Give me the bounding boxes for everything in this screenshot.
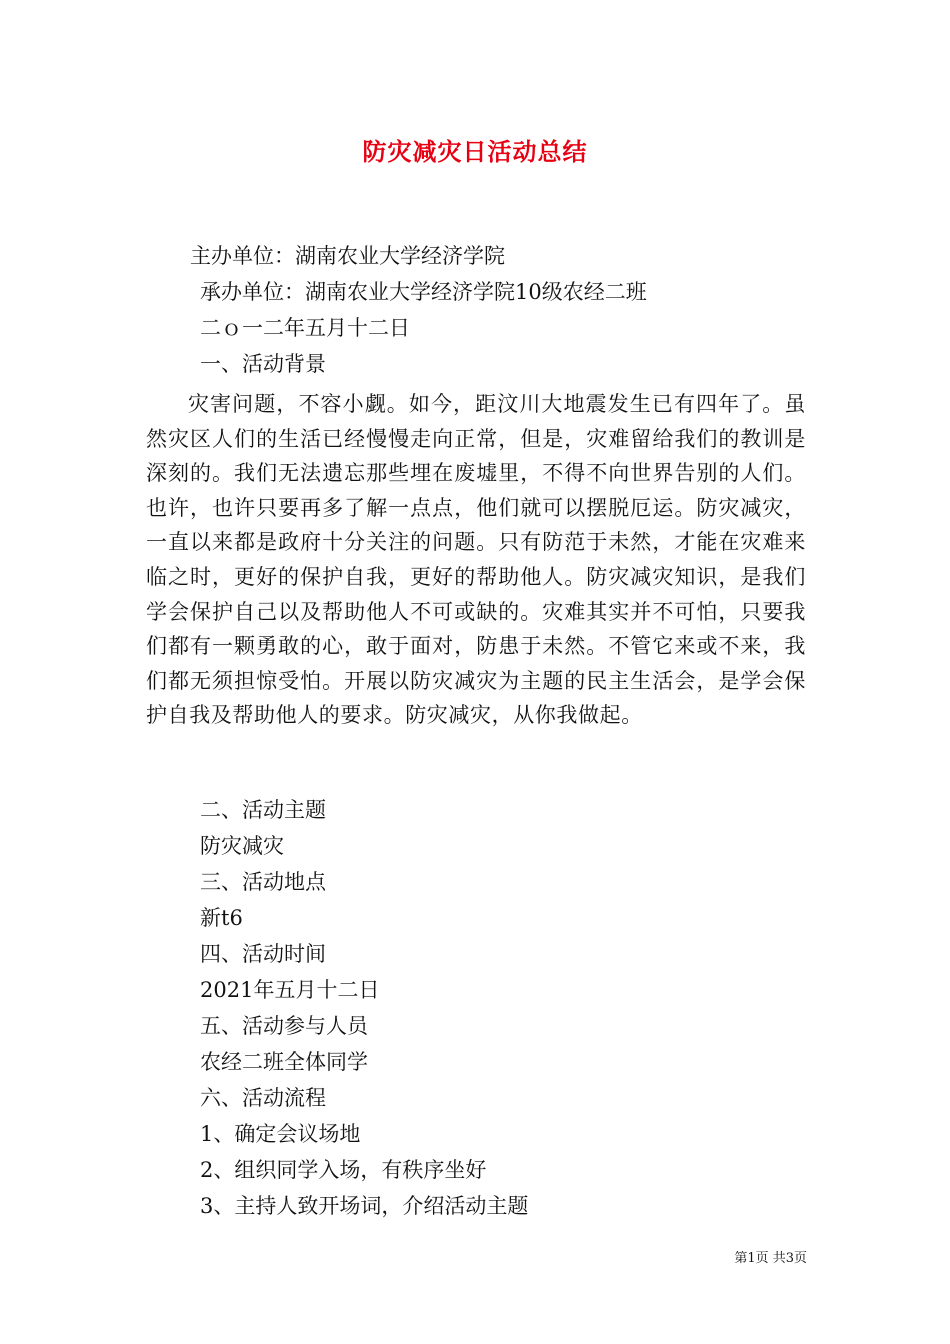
section4-heading: 四、活动时间 <box>200 942 326 966</box>
co-organizer-line: 承办单位：湖南农业大学经济学院10级农经二班 <box>200 280 647 304</box>
section1-paragraph: 灾害问题，不容小觑。如今，距汶川大地震发生已有四年了。虽然灾区人们的生活已经慢慢走向正常，但是，灾难留给我们的教训是深刻的。我们无法遗忘那些埋在废墟里，不得不向世界告别的人们。也许，也许只要再多了解一点点，他们就可以摆脱厄运。防灾减灾，一直以来都是政府十分关注的问题。只有防范于未然，才能在灾难来临之时，更好的保护自我，更好的帮助他人。防灾减灾知识，是我们学会保护自己以及帮助他人不可或缺的。灾难其实并不可怕，只要我们都有一颗勇敢的心，敢于面对，防患于未然。不管它来或不来，我们都无须担惊受怕。开展以防灾减灾为主题的民主生活会，是学会保护自我及帮助他人的要求。防灾减灾，从你我做起。 <box>146 392 806 728</box>
section1-heading: 一、活动背景 <box>200 352 326 376</box>
flow-step-1: 1、确定会议场地 <box>200 1122 361 1146</box>
section5-body: 农经二班全体同学 <box>200 1050 368 1074</box>
organizer-line: 主办单位：湖南农业大学经济学院 <box>190 244 505 268</box>
section6-heading: 六、活动流程 <box>200 1086 326 1110</box>
section3-heading: 三、活动地点 <box>200 870 326 894</box>
section5-heading: 五、活动参与人员 <box>200 1014 368 1038</box>
section4-body: 2021年五月十二日 <box>200 978 380 1002</box>
section2-heading: 二、活动主题 <box>200 798 326 822</box>
flow-step-3: 3、主持人致开场词，介绍活动主题 <box>200 1194 529 1218</box>
date-line: 二ｏ一二年五月十二日 <box>200 316 410 340</box>
document-title: 防灾减灾日活动总结 <box>362 137 588 166</box>
section2-body: 防灾减灾 <box>200 834 284 858</box>
page-number: 第1页 共3页 <box>734 1251 807 1266</box>
section3-body: 新t6 <box>200 906 243 930</box>
flow-step-2: 2、组织同学入场，有秩序坐好 <box>200 1158 487 1182</box>
